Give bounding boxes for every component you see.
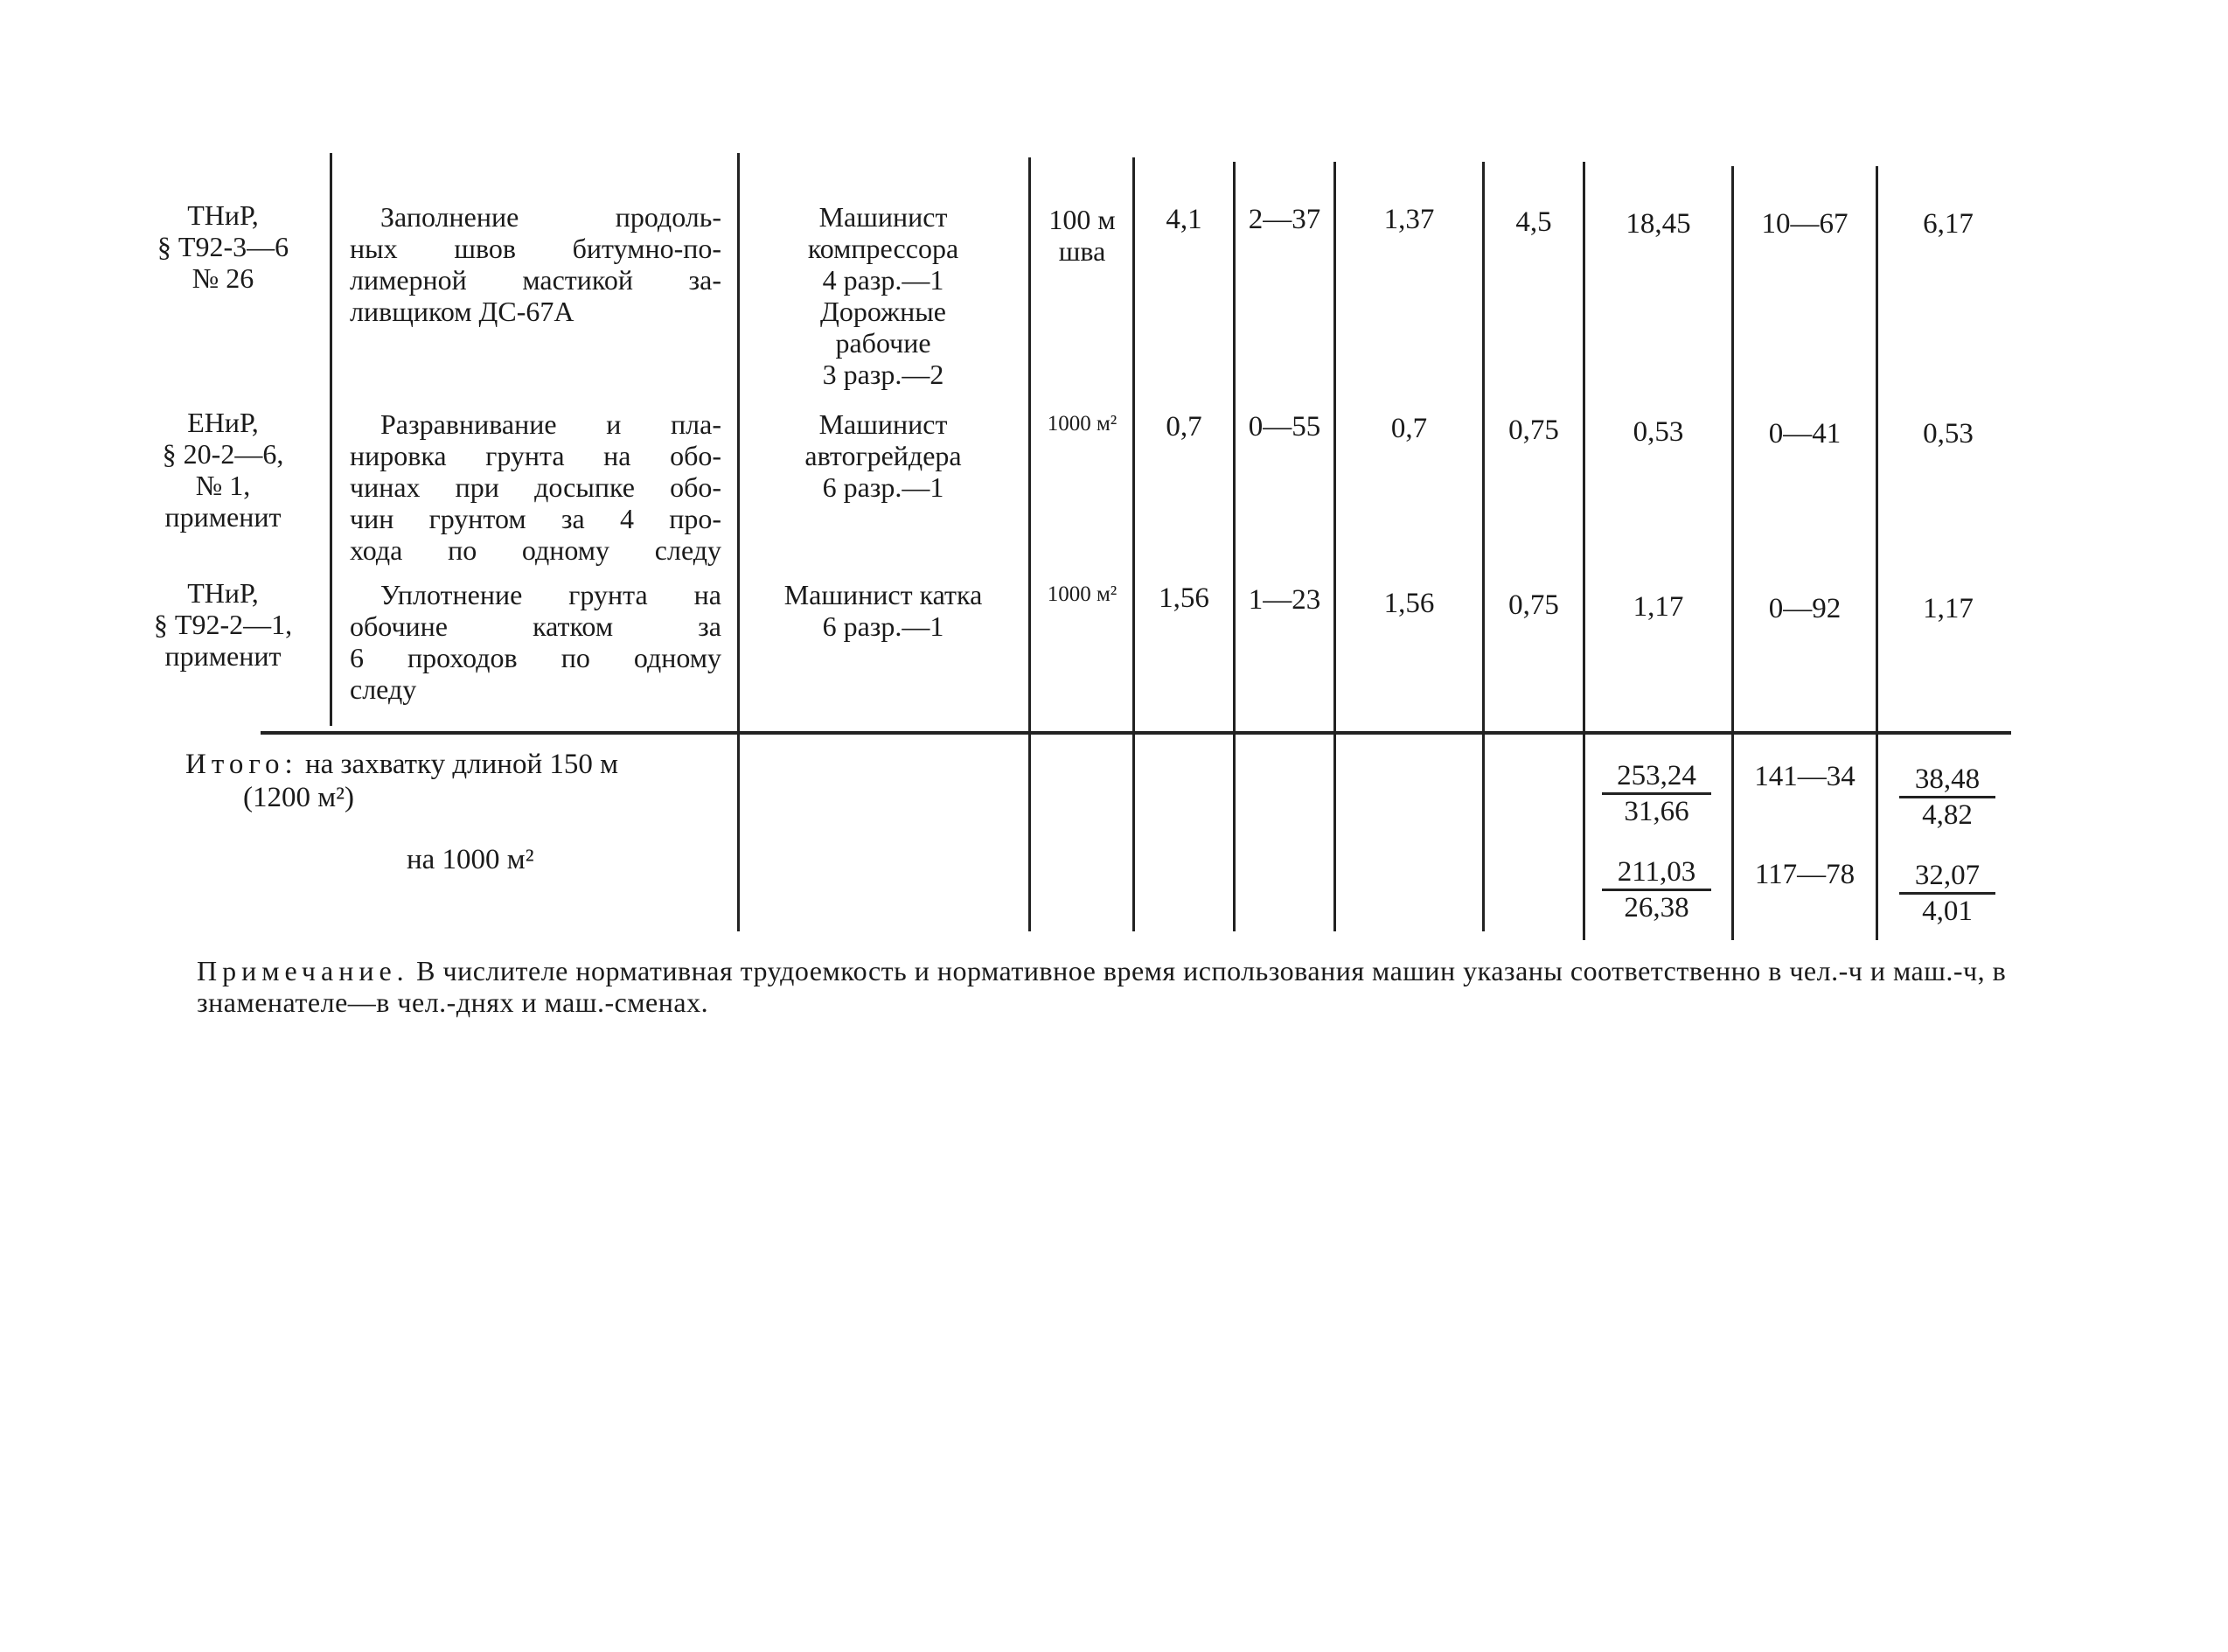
row-3-v3: 1,56 (1383, 588, 1435, 619)
crew-line: Дорожные (820, 296, 946, 327)
row-1-v3: 1,37 (1383, 204, 1435, 235)
row-2-crew (743, 408, 1023, 503)
ref-line: применит (164, 640, 282, 672)
crew-line: автогрейдера (804, 440, 962, 471)
totals-label-prefix: Итого: (185, 749, 298, 780)
unit-line: 1000 м² (1047, 412, 1117, 436)
row-3-v6: 0—92 (1768, 593, 1842, 624)
total-2-machine-numerator: 32,07 (1899, 859, 1995, 895)
column-divider (1731, 166, 1734, 940)
column-divider (330, 153, 332, 726)
ref-line: № 1, (195, 470, 251, 501)
unit-line: 100 м (1048, 204, 1116, 235)
total-2-machine-denominator: 4,01 (1922, 896, 1973, 927)
work-line: Уплотнение грунта на (380, 579, 721, 610)
total-1-cost: 141—34 (1754, 761, 1856, 792)
totals-per-1000-label: на 1000 м² (407, 844, 534, 875)
row-1-v5: 18,45 (1626, 208, 1691, 240)
ref-line: § Т92-3—6 (157, 231, 289, 262)
row-3-crew (743, 579, 1023, 642)
total-2-labor-hours (1602, 855, 1711, 924)
row-3-work-description (350, 579, 721, 705)
row-1-unit (1032, 204, 1132, 267)
totals-area-label: (1200 м²) (243, 782, 355, 813)
crew-line: 6 разр.—1 (822, 471, 944, 503)
unit-line: шва (1058, 235, 1106, 267)
total-1-labor-hours-denominator: 31,66 (1624, 796, 1689, 827)
row-1-work-description (350, 201, 721, 327)
row-1-v1: 4,1 (1166, 204, 1202, 235)
ref-line: № 26 (191, 262, 254, 294)
total-1-labor-hours-numerator: 253,24 (1602, 759, 1711, 795)
crew-line: 3 разр.—2 (822, 359, 944, 390)
row-2-work-description (350, 408, 721, 566)
row-2-v7: 0,53 (1923, 418, 1974, 450)
crew-line: Машинист катка (783, 579, 983, 610)
row-2-v1: 0,7 (1166, 411, 1202, 443)
row-3-v1: 1,56 (1159, 582, 1209, 614)
column-divider (1876, 166, 1878, 940)
crew-line: 6 разр.—1 (822, 610, 944, 642)
unit-line: 1000 м² (1047, 582, 1117, 606)
row-2-reference (122, 407, 324, 533)
column-divider (1333, 162, 1336, 931)
row-3-v5: 1,17 (1633, 591, 1684, 623)
row-2-v2: 0—55 (1248, 411, 1321, 443)
total-2-cost: 117—78 (1754, 859, 1856, 890)
total-1-machine-numerator: 38,48 (1899, 763, 1995, 798)
crew-line: рабочие (835, 327, 931, 359)
row-1-reference (122, 199, 324, 294)
work-line: чинах при досыпке обо- (350, 471, 721, 503)
totals-label-rest: на захватку длиной 150 м (304, 749, 618, 780)
crew-line: 4 разр.—1 (822, 264, 944, 296)
ref-line: § Т92-2—1, (153, 609, 293, 640)
row-3-unit (1032, 579, 1132, 610)
row-3-v2: 1—23 (1248, 584, 1321, 616)
column-divider (737, 153, 740, 931)
total-1-labor-hours (1602, 759, 1711, 828)
row-1-v2: 2—37 (1248, 204, 1321, 235)
work-line: Заполнение продоль- (380, 201, 721, 233)
column-divider (1583, 162, 1585, 940)
work-line: Разравнивание и пла- (380, 408, 721, 440)
total-2-labor-hours-numerator: 211,03 (1602, 855, 1711, 891)
footnote-label: Примечание. (197, 955, 409, 986)
row-2-v3: 0,7 (1390, 413, 1428, 444)
column-divider (1132, 157, 1135, 931)
total-2-machine-time (1899, 859, 1995, 928)
crew-line: Машинист (818, 408, 948, 440)
row-3-v4: 0,75 (1508, 589, 1559, 621)
work-line: лимерной мастикой за- (350, 264, 721, 296)
work-line: обочине катком за (350, 610, 721, 642)
ref-line: § 20-2—6, (162, 438, 284, 470)
total-2-labor-hours-denominator: 26,38 (1624, 892, 1689, 924)
row-1-crew (743, 201, 1023, 390)
work-line: нировка грунта на обо- (350, 440, 721, 471)
column-divider (1028, 157, 1031, 931)
ref-line: ЕНиР, (187, 407, 259, 438)
row-2-v5: 0,53 (1633, 416, 1684, 448)
totals-label (185, 749, 618, 780)
work-line: следу (350, 673, 417, 705)
column-divider (1233, 162, 1236, 931)
total-1-machine-time (1899, 763, 1995, 832)
row-1-v4: 4,5 (1515, 206, 1552, 238)
row-1-v6: 10—67 (1761, 208, 1849, 240)
work-line: хода по одному следу (350, 534, 721, 566)
footnote-text: В числителе нормативная трудоемкость и нормативное время использования машин указаны соответственно в чел.-ч и маш.-ч, в знаменателе—в чел.-днях и маш.-сменах. (197, 955, 2007, 1018)
total-1-machine-denominator: 4,82 (1922, 799, 1973, 831)
work-line: 6 проходов по одному (350, 642, 721, 673)
row-1-v7: 6,17 (1923, 208, 1974, 240)
row-2-v4: 0,75 (1508, 415, 1559, 446)
crew-line: компрессора (807, 233, 959, 264)
totals-separator (261, 731, 2011, 735)
row-3-reference (122, 577, 324, 672)
work-line: чин грунтом за 4 про- (350, 503, 721, 534)
crew-line: Машинист (818, 201, 948, 233)
row-3-v7: 1,17 (1923, 593, 1974, 624)
ref-line: ТНиР, (187, 199, 259, 231)
ref-line: применит (164, 501, 282, 533)
footnote (197, 955, 2042, 1018)
column-divider (1482, 162, 1485, 931)
work-line: ливщиком ДС-67А (350, 296, 574, 327)
work-line: ных швов битумно-по- (350, 233, 721, 264)
row-2-v6: 0—41 (1768, 418, 1842, 450)
ref-line: ТНиР, (187, 577, 259, 609)
row-2-unit (1032, 408, 1132, 440)
